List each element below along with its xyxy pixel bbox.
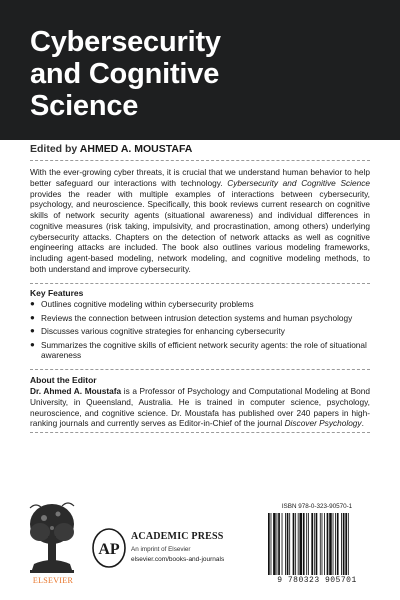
barcode-bar <box>282 513 283 575</box>
list-item <box>30 313 370 324</box>
bullet-icon: ● <box>30 299 35 308</box>
barcode-bar <box>333 513 334 575</box>
description-text: With the ever-growing cyber threats, it is crucial that we understand human behavior to help better safeguard our interactions with technology. <box>30 167 370 188</box>
editor-credit <box>30 143 370 155</box>
list-item <box>30 340 370 361</box>
barcode-bar <box>287 513 289 575</box>
editor-prefix: Edited by <box>30 143 78 155</box>
book-title <box>30 26 370 122</box>
book-description <box>30 167 370 275</box>
barcode-bar <box>285 513 286 575</box>
barcode-bar <box>295 513 296 575</box>
barcode-bar <box>277 513 278 575</box>
feature-text: Discusses various cognitive strategies for enhancing cybersecurity <box>41 326 285 336</box>
barcode-bar <box>322 513 323 575</box>
barcode-bar <box>299 513 302 575</box>
publisher-url[interactable]: elsevier.com/books-and-journals <box>131 556 225 563</box>
divider <box>30 160 370 161</box>
barcode-bar <box>335 513 336 575</box>
barcode-bar <box>278 513 280 575</box>
key-features-heading: Key Features <box>30 288 84 298</box>
journal-name: Discover Psychology <box>284 418 362 429</box>
divider <box>30 283 370 284</box>
title-line: and Cognitive <box>30 58 220 90</box>
feature-text: Summarizes the cognitive skills of efficient network security agents: the role of situational awareness <box>41 339 367 360</box>
key-features-list <box>30 299 370 364</box>
isbn-label: ISBN 978-0-323-90570-1 <box>281 503 353 510</box>
editor-name: AHMED A. MOUSTAFA <box>79 143 193 155</box>
bullet-icon: ● <box>30 326 35 335</box>
barcode-bar <box>341 513 342 575</box>
description-text: provides the reader with multiple examples of interactions between cybersecurity, psychology, and neuroscience. Specifically, this book reviews current research on cognitive skills of network security agents (situational awareness) and individual differences in cognitive measures (risk taking, impulsivity, and procrastination, among others) underlying cybersecurity attacks. Chapters on the detection of network attacks as well as cognitive engineering attacks are included. The book also outlines various modeling frameworks, including agent-based modeling, network modeling, and cognitive modeling methods, to both understand and improve cybersecurity. <box>30 188 370 274</box>
barcode-bar <box>343 513 345 575</box>
barcode-bars <box>266 513 370 575</box>
barcode-digits: 9 780323 905701 <box>277 576 357 585</box>
barcode-bar <box>311 513 313 575</box>
ap-monogram: AP <box>98 541 120 558</box>
barcode-bar <box>329 513 332 575</box>
barcode-bar <box>320 513 321 575</box>
list-item <box>30 326 370 337</box>
imprint-subtitle: An imprint of Elsevier <box>131 546 191 553</box>
barcode-bar <box>273 513 276 575</box>
bullet-icon: ● <box>30 312 35 322</box>
barcode-bar <box>314 513 315 575</box>
barcode-bar <box>293 513 295 575</box>
barcode-bar <box>337 513 339 575</box>
imprint-name: ACADEMIC PRESS <box>131 531 224 542</box>
description-book-title: Cybersecurity and Cognitive Science <box>227 177 370 188</box>
list-item <box>30 299 370 310</box>
academic-press-logo <box>92 528 126 568</box>
barcode-bar <box>303 513 305 575</box>
barcode <box>262 503 372 588</box>
title-line: Cybersecurity <box>30 26 221 58</box>
feature-text: Outlines cognitive modeling within cybersecurity problems <box>41 299 254 309</box>
imprint-block <box>131 531 251 563</box>
editor-bio-name: Dr. Ahmed A. Moustafa <box>30 386 122 396</box>
divider <box>30 369 370 370</box>
barcode-bar <box>271 513 272 575</box>
about-editor-heading: About the Editor <box>30 375 97 385</box>
barcode-bar <box>324 513 325 575</box>
barcode-bar <box>327 513 329 575</box>
bio-text: is a Professor of Psychology and Computational Modeling at Bond University, in Queensland, Australia. He is trained in computer science, psychology, neuroscience, and cognitive science. Dr. Moustafa has published over 240 papers in high-ranking journals and currently serves as Editor-in-Chief of the journal <box>30 386 370 429</box>
elsevier-wordmark: ELSEVIER <box>32 576 74 585</box>
barcode-bar <box>308 513 309 575</box>
divider <box>30 432 370 433</box>
title-line: Science <box>30 90 139 122</box>
barcode-bar <box>289 513 290 575</box>
barcode-bar <box>306 513 307 575</box>
barcode-bar <box>348 513 349 575</box>
elsevier-tree-logo <box>26 498 78 578</box>
about-editor-text <box>30 386 370 429</box>
bullet-icon: ● <box>30 339 35 349</box>
barcode-bar <box>268 513 270 575</box>
barcode-bar <box>316 513 318 575</box>
feature-text: Reviews the connection between intrusion detection systems and human psychology <box>41 312 353 323</box>
barcode-bar <box>345 513 347 575</box>
bio-text: . <box>361 418 364 429</box>
barcode-bar <box>298 513 299 575</box>
